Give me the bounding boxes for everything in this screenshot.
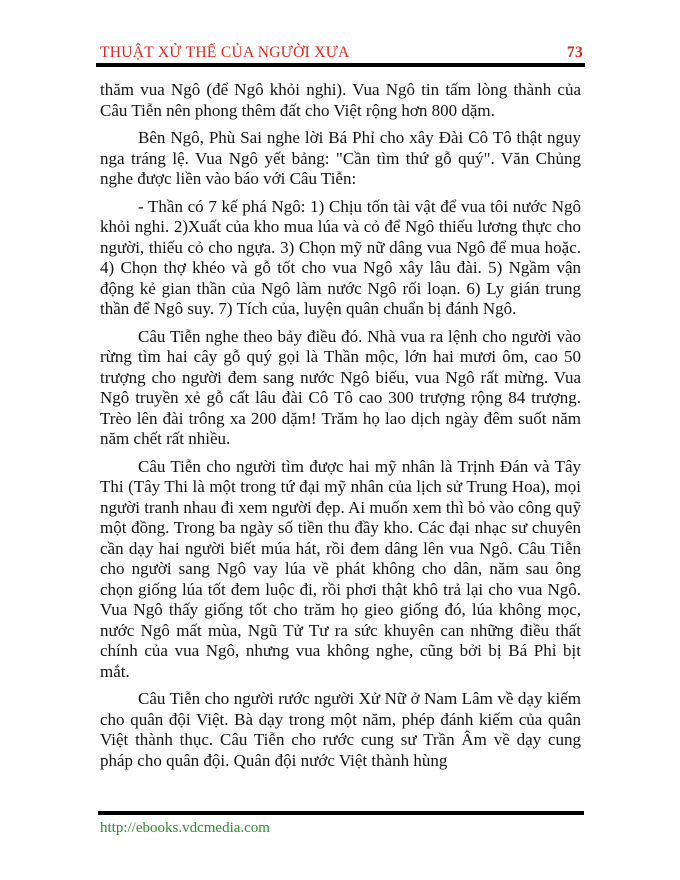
paragraph: Câu Tiễn cho người tìm được hai mỹ nhân là Trịnh Đán và Tây Thi (Tây Thi là một trong tứ đại mỹ nhân của lịch sử Trung Hoa), mọi người tranh nhau đi xem người đẹp. Ai muốn xem thì bỏ vào công quỹ một đồng. Trong ba ngày số tiền thu đầy kho. Các đại nhạc sư chuyên cần dạy hai người biết múa hát, rồi đem dâng lên vua Ngô. Câu Tiễn cho người sang Ngô vay lúa về phát không cho dân, năm sau ông chọn giống lúa tốt đem luộc đi, rồi phơi thật khô trả lại cho vua Ngô. Vua Ngô thấy giống tốt cho trăm họ gieo giống đó, lúa không mọc, nước Ngô mất mùa, Ngũ Tử Tư ra sức khuyên can những điều thất chính của vua Ngô, nhưng vua không nghe, cũng bởi bị Bá Phỉ bịt mắt. <box>100 456 581 681</box>
header-divider <box>96 63 585 67</box>
chapter-title: THUẬT XỬ THẾ CỦA NGƯỜI XƯA <box>100 44 350 61</box>
footer-url-link[interactable]: http://ebooks.vdcmedia.com <box>100 820 270 836</box>
running-header <box>100 44 583 62</box>
paragraph: Câu Tiễn cho người rước người Xử Nữ ở Nam Lâm về dạy kiếm cho quân đội Việt. Bà dạy trong một năm, phép đánh kiếm của quân Việt thành thục. Câu Tiễn cho rước cung sư Trần Âm về dạy cung pháp cho quân đội. Quân đội nước Việt thành hùng <box>100 689 581 770</box>
body-text <box>100 80 581 771</box>
page-number: 73 <box>566 44 583 61</box>
paragraph: Câu Tiễn nghe theo bảy điều đó. Nhà vua ra lệnh cho người vào rừng tìm hai cây gỗ quý gọi là Thần mộc, lớn hai mươi ôm, cao 50 trượng cho người đem sang nước Ngô biếu, vua Ngô rất mừng. Vua Ngô truyền xẻ gỗ cất lâu đài Cô Tô cao 300 trượng rộng 84 trượng. Trèo lên đài trông xa 200 dặm! Trăm họ lao dịch ngày đêm suốt năm năm chết rất nhiều. <box>100 326 581 448</box>
paragraph: Bên Ngô, Phù Sai nghe lời Bá Phỉ cho xây Đài Cô Tô thật nguy nga tráng lệ. Vua Ngô yết bảng: "Cần tìm thứ gỗ quý". Văn Chủng nghe được liền vào báo với Câu Tiễn: <box>100 128 581 188</box>
paragraph: - Thần có 7 kế phá Ngô: 1) Chịu tốn tài vật để vua tôi nước Ngô khỏi nghi. 2)Xuất của kho mua lúa và cỏ để Ngô thiếu lương thực cho người, thiếu cỏ cho ngựa. 3) Chọn mỹ nữ dâng vua Ngô để mua hoặc. 4) Chọn thợ khéo và gỗ tốt cho vua Ngô xây lâu đài. 5) Ngầm vận động kẻ gian thần của Ngô làm nước Ngô rối loạn. 6) Ly gián trung thần để Ngô suy. 7) Tích của, luyện quân chuẩn bị đánh Ngô. <box>100 196 581 318</box>
footer-divider <box>98 811 584 815</box>
paragraph: thăm vua Ngô (để Ngô khỏi nghi). Vua Ngô tin tấm lòng thành của Câu Tiễn nên phong thêm đất cho Việt rộng hơn 800 dặm. <box>100 80 581 120</box>
